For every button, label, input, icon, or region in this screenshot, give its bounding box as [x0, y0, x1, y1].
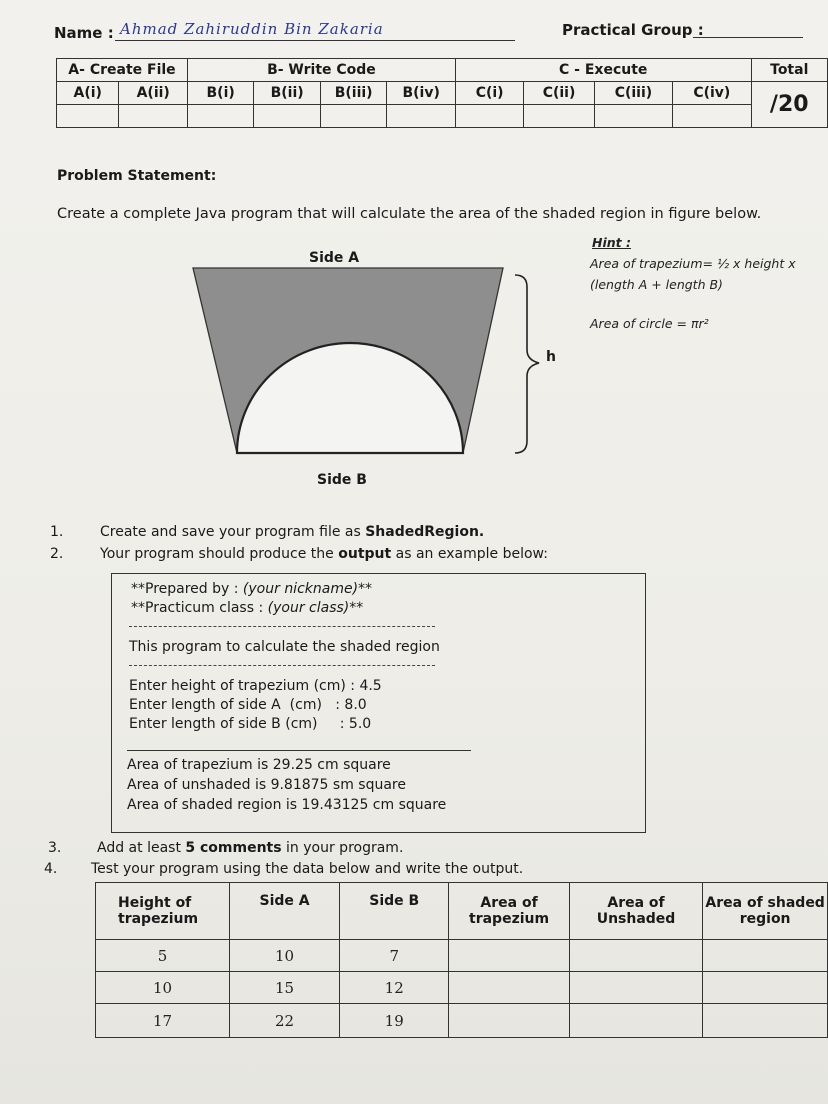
step-2-text-a: Your program should produce the — [100, 546, 339, 562]
step-1-filename: ShadedRegion. — [365, 524, 485, 540]
height-label: h — [546, 349, 556, 365]
test-cell-height: 5 — [96, 940, 230, 972]
step-3-text-b: in your program. — [281, 840, 404, 856]
marks-score-cell[interactable] — [119, 105, 187, 128]
marks-score-cell[interactable] — [524, 105, 594, 128]
step-1-text — [100, 524, 484, 540]
output-input-height: Enter height of trapezium (cm) : 4.5 — [129, 678, 382, 694]
marks-col-header: C(iv) — [673, 82, 751, 105]
hint-title: Hint : — [592, 235, 631, 250]
name-value[interactable]: Ahmad Zahiruddin Bin Zakaria — [120, 20, 384, 38]
marks-score-cell[interactable] — [673, 105, 751, 128]
test-cell-area-unshaded[interactable] — [569, 1004, 703, 1038]
side-b-label: Side B — [317, 472, 367, 488]
marks-col-header: B(iv) — [387, 82, 456, 105]
marks-score-cell[interactable] — [57, 105, 119, 128]
hint-trapezium-formula: Area of trapezium= ½ x height x — [590, 256, 796, 271]
marks-score-cell[interactable] — [254, 105, 320, 128]
output-area-trapezium: Area of trapezium is 29.25 cm square — [127, 757, 391, 773]
marks-score-cell[interactable] — [455, 105, 523, 128]
test-cell-side-a: 15 — [229, 972, 339, 1004]
output-practicum-class — [131, 600, 363, 616]
prepared-by-suffix: ** — [358, 581, 373, 597]
test-cell-area-shaded[interactable] — [703, 940, 828, 972]
test-cell-height: 17 — [96, 1004, 230, 1038]
test-cell-side-b: 12 — [340, 972, 449, 1004]
test-cell-side-a: 22 — [229, 1004, 339, 1038]
step-3-text — [97, 840, 403, 856]
practical-group-field[interactable] — [693, 37, 803, 38]
hint-trapezium-formula-cont: (length A + length B) — [590, 277, 723, 292]
test-cell-area-trapezium[interactable] — [449, 940, 569, 972]
marks-group-c: C - Execute — [455, 59, 751, 82]
test-cell-area-unshaded[interactable] — [569, 940, 703, 972]
step-3-number: 3. — [48, 840, 62, 856]
height-brace — [515, 275, 539, 453]
marks-table — [56, 58, 828, 128]
output-area-shaded: Area of shaded region is 19.43125 cm square — [127, 797, 447, 813]
marks-col-header: C(i) — [455, 82, 523, 105]
test-col-header: Side B — [340, 883, 449, 940]
test-col-header: Area of trapezium — [449, 883, 569, 940]
output-separator — [127, 750, 471, 751]
marks-col-header: B(i) — [187, 82, 253, 105]
practicum-class-suffix: ** — [349, 600, 364, 616]
test-cell-side-b: 7 — [340, 940, 449, 972]
trapezium-figure — [185, 265, 565, 465]
output-area-unshaded: Area of unshaded is 9.81875 sm square — [127, 777, 406, 793]
problem-statement: Create a complete Java program that will calculate the area of the shaded region in figure below. — [57, 206, 762, 222]
step-1-text-body: Create and save your program file as — [100, 524, 366, 540]
marks-col-header: C(iii) — [594, 82, 672, 105]
table-row — [96, 972, 828, 1004]
marks-col-header: B(iii) — [320, 82, 387, 105]
problem-heading: Problem Statement: — [57, 168, 217, 184]
side-a-label: Side A — [309, 250, 360, 266]
test-cell-area-trapezium[interactable] — [449, 1004, 569, 1038]
practicum-class-prefix: **Practicum class : — [131, 600, 268, 616]
marks-total-value: /20 — [751, 82, 828, 128]
practicum-class-placeholder: (your class) — [267, 600, 350, 616]
marks-group-b: B- Write Code — [187, 59, 455, 82]
test-cell-area-shaded[interactable] — [703, 972, 828, 1004]
test-cell-area-shaded[interactable] — [703, 1004, 828, 1038]
test-col-header: Area of Unshaded — [569, 883, 703, 940]
test-col-header: Height of trapezium — [96, 883, 230, 940]
marks-group-a: A- Create File — [57, 59, 188, 82]
output-divider — [129, 665, 435, 666]
test-data-table — [95, 882, 828, 1038]
output-divider — [129, 626, 435, 627]
marks-score-cell[interactable] — [320, 105, 387, 128]
test-col-header: Area of shaded region — [703, 883, 828, 940]
prepared-by-placeholder: (your nickname) — [242, 581, 359, 597]
marks-score-cell[interactable] — [594, 105, 672, 128]
step-4-text: Test your program using the data below and write the output. — [91, 861, 524, 877]
hint-circle-formula: Area of circle = πr² — [590, 316, 709, 331]
marks-col-header: C(ii) — [524, 82, 594, 105]
prepared-by-prefix: **Prepared by : — [131, 581, 243, 597]
marks-group-total: Total — [751, 59, 828, 82]
marks-col-header: B(ii) — [254, 82, 320, 105]
table-row — [96, 1004, 828, 1038]
output-input-side-b: Enter length of side B (cm) : 5.0 — [129, 716, 372, 732]
name-underline — [115, 40, 515, 41]
step-2-output-word: output — [338, 546, 392, 562]
name-label: Name : — [54, 24, 114, 42]
test-cell-area-trapezium[interactable] — [449, 972, 569, 1004]
test-cell-area-unshaded[interactable] — [569, 972, 703, 1004]
step-3-comments: 5 comments — [185, 840, 282, 856]
practical-group-label: Practical Group : — [562, 21, 704, 39]
marks-score-cell[interactable] — [387, 105, 456, 128]
step-4-number: 4. — [44, 861, 58, 877]
step-2-number: 2. — [50, 546, 64, 562]
test-cell-side-b: 19 — [340, 1004, 449, 1038]
test-cell-side-a: 10 — [229, 940, 339, 972]
step-2-text-b: as an example below: — [391, 546, 548, 562]
step-3-text-a: Add at least — [97, 840, 186, 856]
test-cell-height: 10 — [96, 972, 230, 1004]
marks-col-header: A(i) — [57, 82, 119, 105]
marks-col-header: A(ii) — [119, 82, 187, 105]
output-prepared-by — [131, 581, 372, 597]
table-row — [96, 940, 828, 972]
output-input-side-a: Enter length of side A (cm) : 8.0 — [129, 697, 367, 713]
marks-score-cell[interactable] — [187, 105, 253, 128]
step-2-text — [100, 546, 548, 562]
step-1-number: 1. — [50, 524, 64, 540]
output-intro: This program to calculate the shaded region — [129, 639, 440, 655]
test-col-header: Side A — [229, 883, 339, 940]
